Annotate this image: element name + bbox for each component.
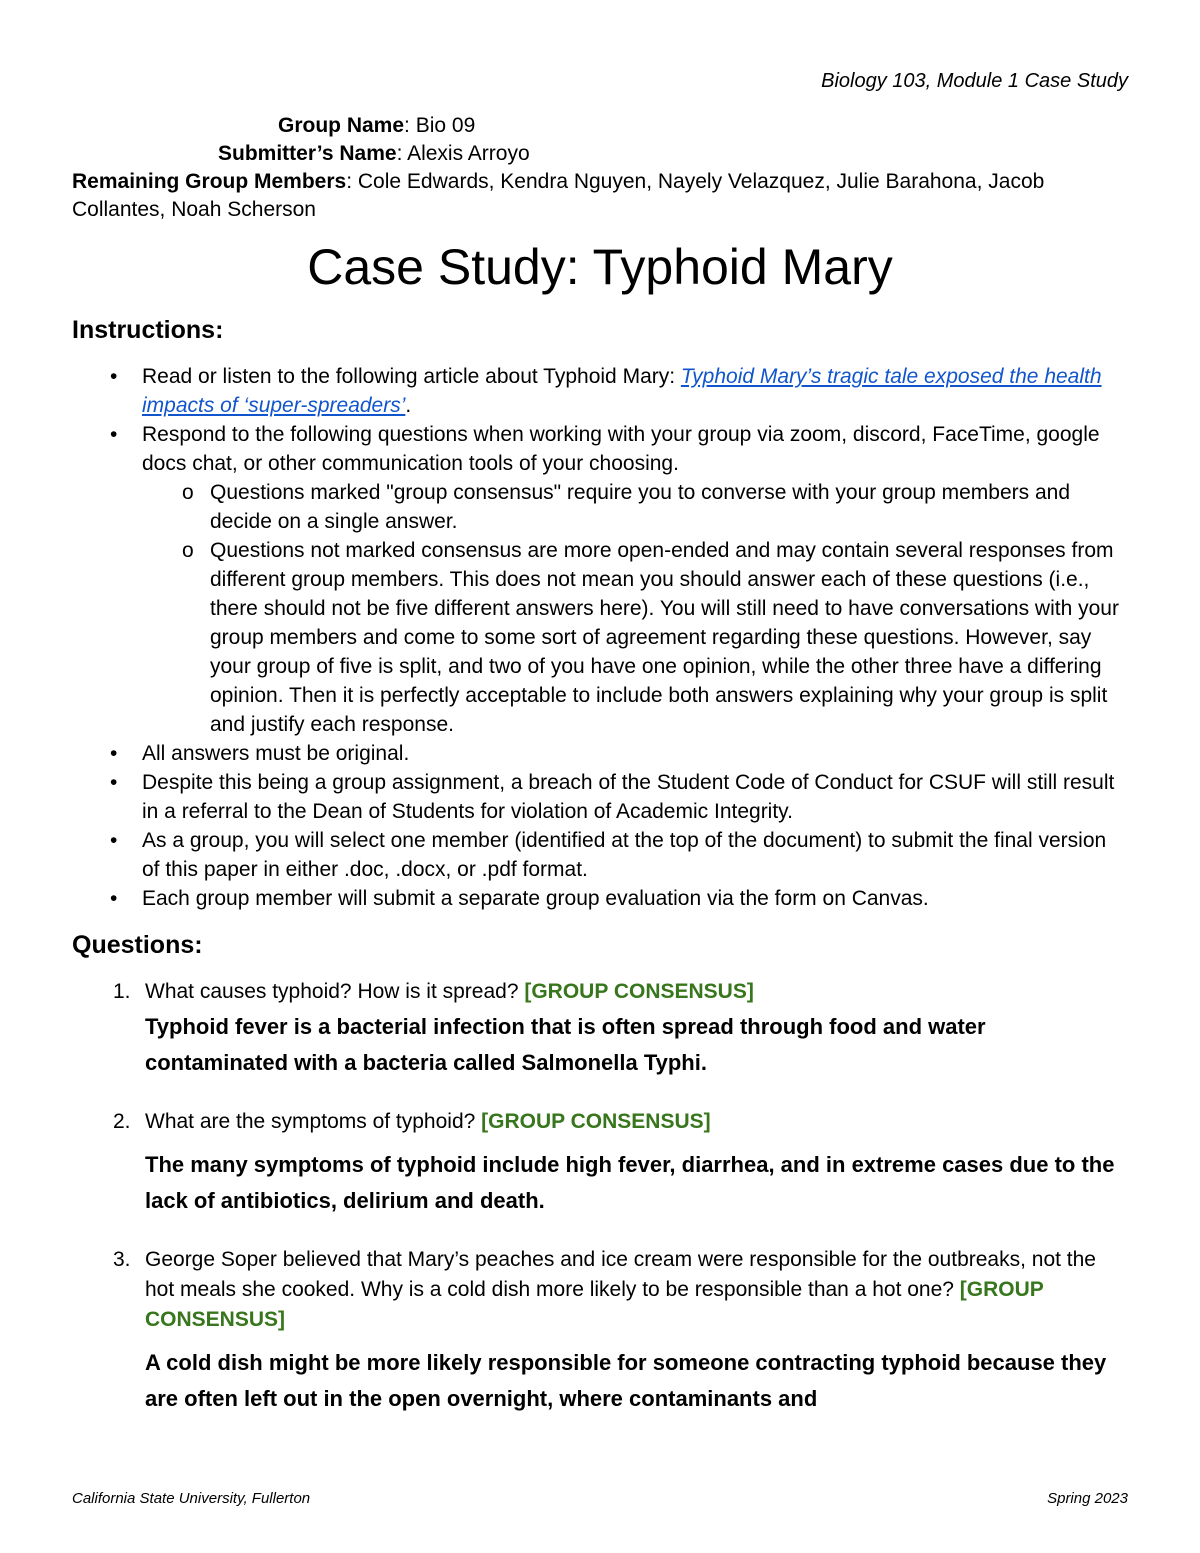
bullet-text: Respond to the following questions when working with your group via zoom, discord, FaceTime, google docs chat, or other communication tools of your choosing.: [142, 423, 1100, 475]
separator: :: [396, 142, 408, 165]
group-name-label: Group Name: [278, 114, 405, 137]
page-header: [821, 70, 1128, 93]
questions-list: [72, 977, 1128, 1417]
group-name-value: Bio 09: [415, 114, 476, 137]
bullet-text: All answers must be original.: [142, 742, 410, 765]
answer-text: The many symptoms of typhoid include high fever, diarrhea, and in extreme cases due to the lack of antibiotics, delirium and death.: [145, 1152, 1115, 1213]
members-label: Remaining Group Members: [72, 170, 347, 193]
bullet-text: As a group, you will select one member (identified at the top of the document) to submit the final version of this paper in either .doc, .docx, or .pdf format.: [142, 829, 1107, 881]
answer-text: Typhoid fever is a bacterial infection that is often spread through food and water contaminated with a bacteria called Salmonella Typhi.: [145, 1014, 986, 1075]
bullet-item-original: [110, 739, 1128, 768]
bullet-marker: •: [110, 365, 118, 388]
bullet-marker: •: [110, 887, 118, 910]
question-number: 1.: [113, 980, 131, 1003]
meta-group-name: [278, 112, 1128, 140]
bullet-item-code-of-conduct: [110, 768, 1128, 826]
question-body: George Soper believed that Mary’s peaches and ice cream were responsible for the outbreaks, not the hot meals she cooked. Why is a cold dish more likely to be responsible than a hot one?: [145, 1248, 1096, 1301]
header-course-label: Biology 103, Module 1 Case Study: [821, 70, 1128, 92]
consensus-tag: [GROUP CONSENSUS]: [481, 1110, 711, 1133]
read-bullet-prefix: Read or listen to the following article about Typhoid Mary:: [142, 365, 681, 388]
consensus-tag: [GROUP CONSENSUS]: [524, 980, 754, 1003]
footer-term: Spring 2023: [1047, 1490, 1128, 1507]
group-info-block: [72, 112, 1128, 224]
consensus-tag: [GROUP CONSENSUS]: [145, 1278, 1044, 1331]
bullet-marker: •: [110, 771, 118, 794]
question-row: [113, 1107, 1128, 1137]
sub-bullet-consensus-marked: [182, 478, 1128, 536]
read-bullet-suffix: .: [405, 394, 412, 417]
questions-heading: Questions:: [72, 931, 203, 959]
bullet-text: [142, 362, 1128, 420]
question-text: [145, 977, 1128, 1007]
question-text: [145, 1107, 1128, 1137]
separator: :: [404, 114, 416, 137]
bullet-item-respond: [110, 420, 1128, 478]
bullet-marker: •: [110, 742, 118, 765]
question-item-3: [113, 1245, 1128, 1417]
instructions-heading: Instructions:: [72, 316, 224, 344]
question-number: 2.: [113, 1110, 131, 1133]
question-item-2: [113, 1107, 1128, 1219]
question-row: [113, 977, 1128, 1007]
bullet-marker: •: [110, 829, 118, 852]
bullet-text: Despite this being a group assignment, a breach of the Student Code of Conduct for CSUF will still result in a referral to the Dean of Students for violation of Academic Integrity.: [142, 771, 1115, 823]
page-footer: [72, 1490, 1128, 1507]
sub-bullet-text: Questions marked "group consensus" require you to converse with your group members and decide on a single answer.: [210, 481, 1071, 533]
bullet-text: Each group member will submit a separate group evaluation via the form on Canvas.: [142, 887, 929, 910]
submitter-label: Submitter’s Name: [218, 142, 397, 165]
article-link[interactable]: Typhoid Mary’s tragic tale exposed the health impacts of ‘super-spreaders’: [142, 365, 1102, 417]
separator: :: [346, 170, 358, 193]
question-row: [113, 1245, 1128, 1335]
question-number: 3.: [113, 1248, 131, 1271]
bullet-item-read-article: [110, 362, 1128, 420]
bullet-item-submit-member: [110, 826, 1128, 884]
bullet-marker: •: [110, 423, 118, 446]
question-body: What causes typhoid? How is it spread?: [145, 980, 525, 1003]
question-body: What are the symptoms of typhoid?: [145, 1110, 482, 1133]
submitter-value: Alexis Arroyo: [407, 142, 530, 165]
bullet-marker: o: [182, 539, 194, 562]
meta-submitter: [218, 140, 1128, 168]
members-value: Cole Edwards, Kendra Nguyen, Nayely Velazquez, Julie Barahona, Jacob Collantes, Noah Scherson: [72, 170, 1045, 221]
sub-bullet-open-ended: [182, 536, 1128, 739]
meta-members: [72, 168, 1128, 224]
bullet-item-group-evaluation: [110, 884, 1128, 913]
answer-text: A cold dish might be more likely responsible for someone contracting typhoid because they are often left out in the open overnight, where contaminants and: [145, 1350, 1107, 1411]
question-text: [145, 1245, 1128, 1335]
sub-bullet-text: Questions not marked consensus are more open-ended and may contain several responses from different group members. This does not mean you should answer each of these questions (i.e., there should not be five different answers here). You will still need to have conversations with your group members and come to some sort of agreement regarding these questions. However, say your group of five is split, and two of you have one opinion, while the other three have a differing opinion. Then it is perfectly acceptable to include both answers explaining why your group is split and justify each response.: [210, 539, 1119, 736]
instructions-list: [72, 362, 1128, 913]
question-item-1: [113, 977, 1128, 1081]
footer-university: California State University, Fullerton: [72, 1490, 311, 1507]
bullet-marker: o: [182, 481, 194, 504]
page-title: Case Study: Typhoid Mary: [307, 239, 893, 295]
